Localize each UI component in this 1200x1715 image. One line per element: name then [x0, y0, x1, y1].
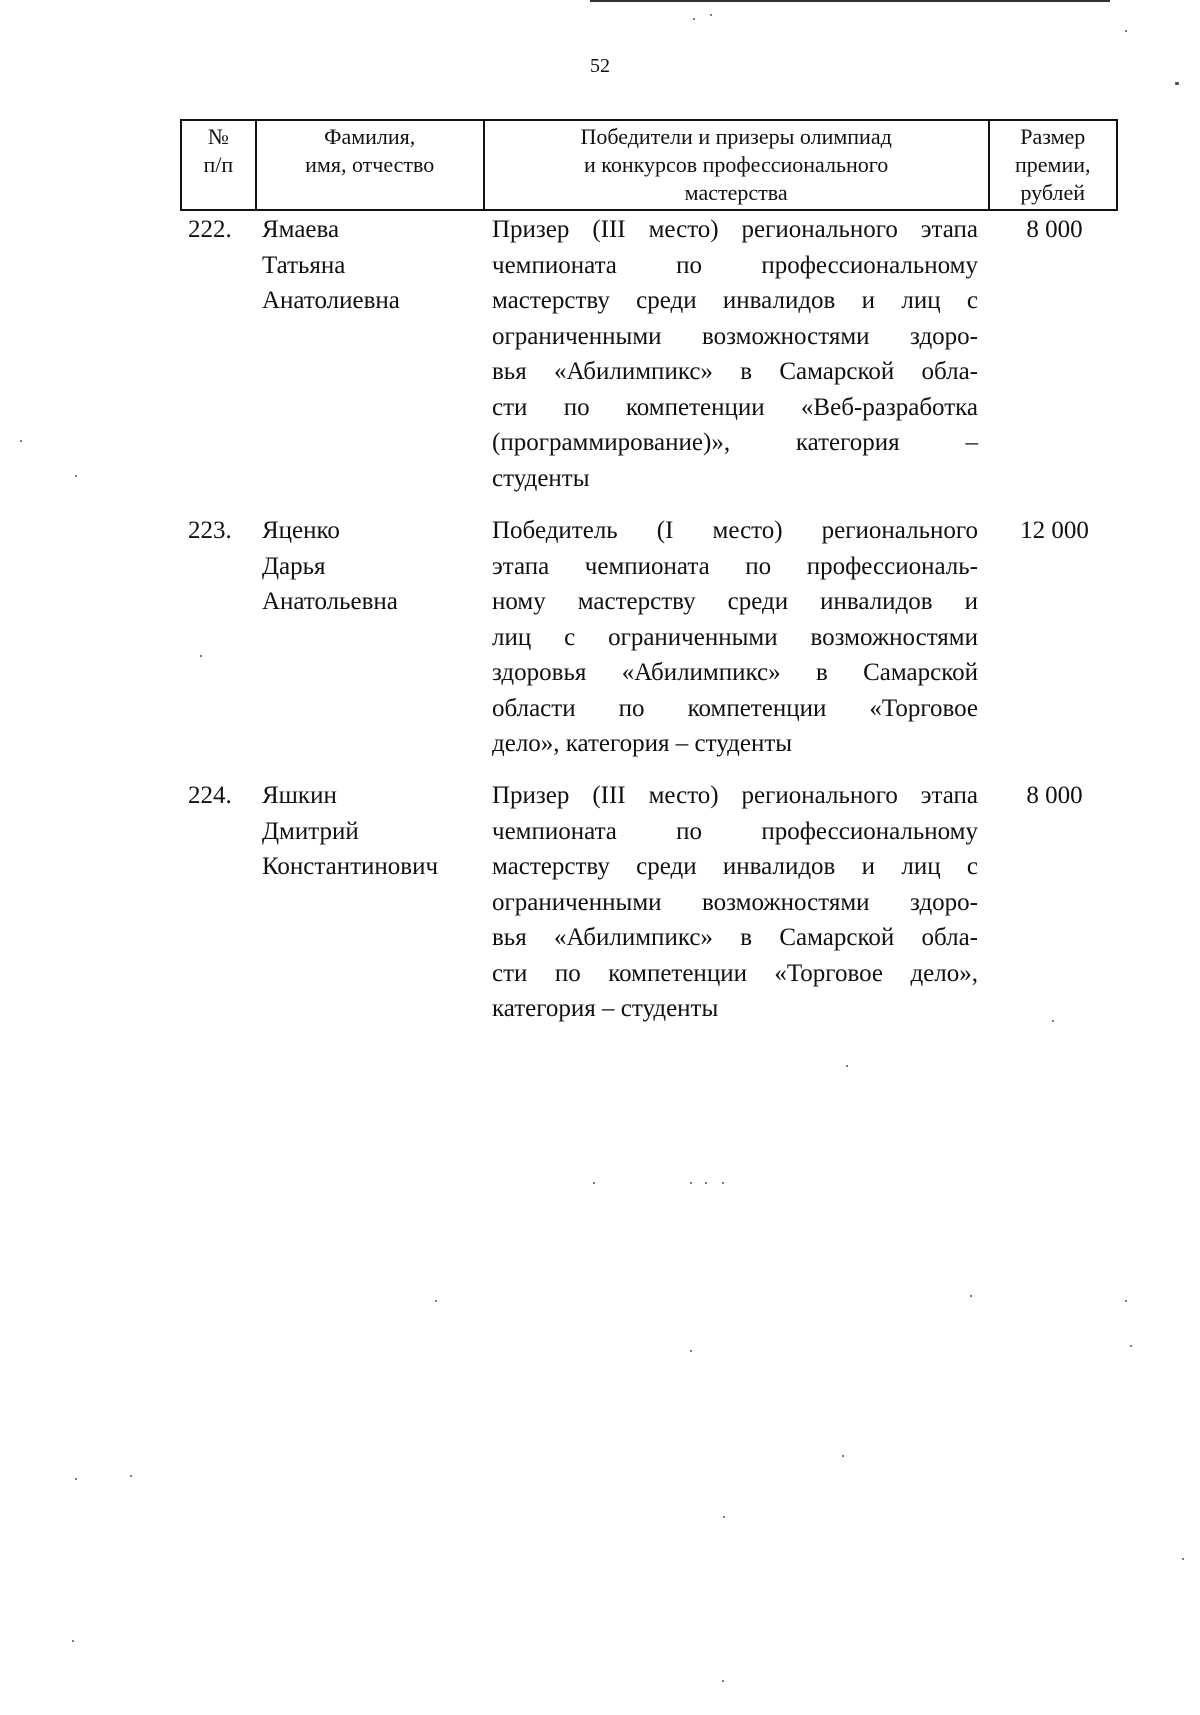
row-description	[492, 778, 978, 1027]
description-line: вья «Абилимпикс» в Самарской обла-	[492, 358, 978, 385]
name-line: Татьяна	[262, 251, 346, 279]
row-full-name	[262, 778, 484, 885]
description-line: ограниченными возможностями здоро-	[492, 888, 978, 916]
description-line: области по компетенции «Торговое	[492, 694, 978, 722]
description-line: мастерству среди инвалидов и лиц с	[492, 853, 978, 880]
scan-speck	[1125, 1300, 1127, 1302]
row-full-name	[262, 212, 484, 319]
scan-speck	[1130, 1345, 1132, 1347]
scan-speck	[690, 1350, 692, 1352]
scan-speck	[1182, 1558, 1184, 1560]
scan-speck	[710, 14, 712, 16]
row-amount: 12 000	[1020, 517, 1089, 544]
page-number: 52	[590, 55, 610, 77]
table-header	[180, 119, 1118, 211]
scan-speck	[75, 475, 77, 477]
scan-speck	[722, 1680, 724, 1682]
description-line: ному мастерству среди инвалидов и	[492, 588, 978, 615]
row-number: 224.	[188, 782, 232, 809]
name-line: Анатольевна	[262, 588, 398, 615]
scan-speck	[20, 440, 22, 442]
row-description	[492, 212, 978, 496]
name-line: Константинович	[262, 853, 439, 880]
scan-top-edge	[590, 0, 1110, 2]
scan-speck	[846, 1065, 848, 1067]
description-line: студенты	[492, 464, 590, 492]
description-line: сти по компетенции «Веб-разработка	[492, 393, 978, 421]
description-line: (программирование)», категория –	[492, 429, 978, 456]
scan-speck	[75, 1478, 77, 1480]
description-line: вья «Абилимпикс» в Самарской обла-	[492, 924, 978, 951]
description-line: этапа чемпионата по профессиональ-	[492, 552, 978, 580]
name-line: Яценко	[262, 517, 340, 544]
description-line: лиц с ограниченными возможностями	[492, 623, 978, 651]
scan-speck	[593, 1182, 595, 1184]
scan-speck	[1125, 30, 1127, 32]
name-line: Дмитрий	[262, 817, 359, 845]
name-line: Анатолиевна	[262, 287, 400, 314]
description-line: Призер (III место) регионального этапа	[492, 216, 978, 243]
description-line: категория – студенты	[492, 995, 719, 1022]
description-line: чемпионата по профессиональному	[492, 817, 978, 845]
description-line: дело», категория – студенты	[492, 730, 793, 757]
header-name-column: Фамилия, имя, отчество	[257, 121, 485, 209]
scan-speck	[1175, 82, 1179, 85]
description-line: здоровья «Абилимпикс» в Самарской	[492, 659, 978, 686]
header-amount-column: Размер премии, рублей	[1015, 124, 1091, 205]
scan-speck	[1052, 1020, 1054, 1022]
header-description-column: Победители и призеры олимпиад и конкурсов профессионального мастерства	[485, 121, 990, 209]
row-number: 223.	[188, 517, 232, 544]
scan-speck	[722, 1182, 724, 1184]
description-line: чемпионата по профессиональному	[492, 251, 978, 279]
scan-speck	[970, 1295, 972, 1297]
scan-speck	[72, 1640, 74, 1642]
row-full-name	[262, 513, 484, 620]
description-line: мастерству среди инвалидов и лиц с	[492, 287, 978, 314]
row-description	[492, 513, 978, 762]
description-line: Призер (III место) регионального этапа	[492, 782, 978, 809]
row-amount: 8 000	[1026, 782, 1083, 809]
scan-speck	[842, 1455, 844, 1457]
name-line: Ямаева	[262, 216, 340, 243]
scan-speck	[130, 1475, 132, 1477]
scan-speck	[200, 655, 202, 657]
description-line: ограниченными возможностями здоро-	[492, 322, 978, 350]
scan-speck	[705, 1182, 707, 1184]
scan-speck	[435, 1300, 437, 1302]
name-line: Яшкин	[262, 782, 337, 809]
scan-speck	[693, 18, 695, 20]
name-line: Дарья	[262, 552, 326, 580]
description-line: Победитель (I место) регионального	[492, 517, 978, 544]
header-number-column: № п/п	[182, 121, 257, 209]
scan-speck	[723, 1516, 725, 1518]
row-amount: 8 000	[1026, 216, 1083, 243]
description-line: сти по компетенции «Торговое дело»,	[492, 959, 978, 987]
scan-speck	[690, 1182, 692, 1184]
row-number: 222.	[188, 216, 232, 243]
